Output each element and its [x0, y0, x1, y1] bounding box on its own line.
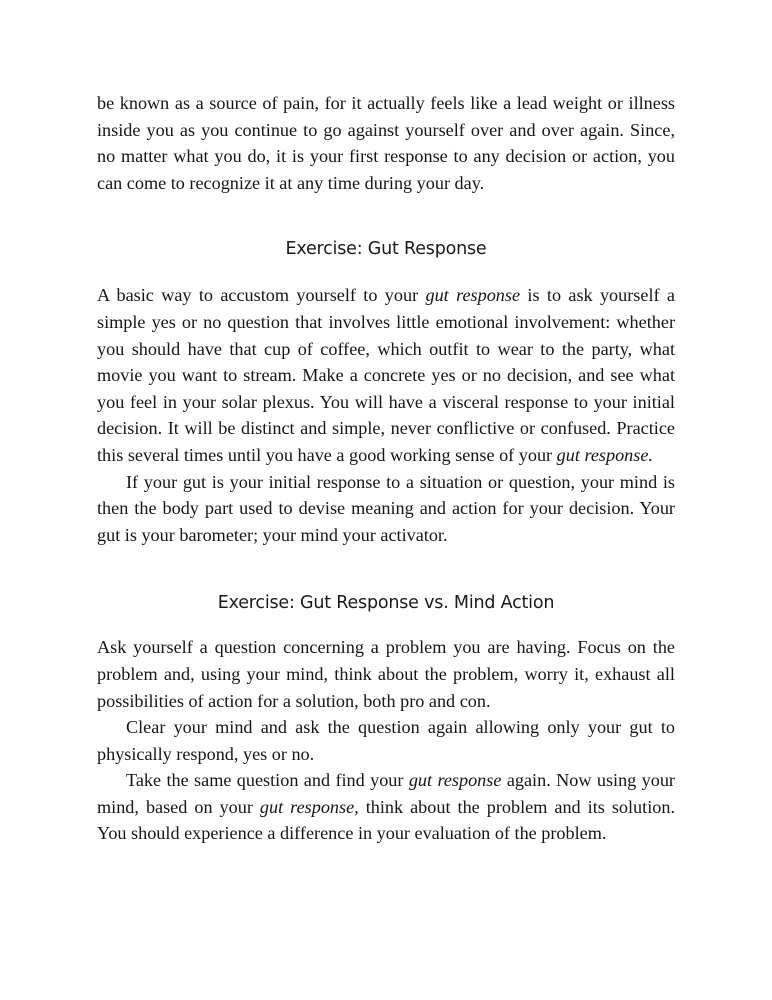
exercise2-paragraph-2: Clear your mind and ask the question again allowing only your gut to physically respond, yes or no.	[97, 717, 675, 764]
intro-paragraph: be known as a source of pain, for it actually feels like a lead weight or illness inside you as you continue to go against yourself over and over again. Since, no matter what you do, it is your first response to any decision or action, you can come to recognize it at any time during your day.	[97, 93, 675, 193]
exercise-heading-gut-vs-mind: Exercise: Gut Response vs. Mind Action	[217, 593, 555, 614]
exercise1-paragraph-2: If your gut is your initial response to a situation or question, your mind is then the body part used to devise meaning and action for your decision. Your gut is your barometer; your mind your activator.	[97, 471, 675, 545]
emphasis-gut-response: gut response	[408, 770, 502, 791]
exercise2-paragraph-3	[97, 767, 675, 847]
book-page	[97, 90, 675, 847]
text-run: A basic way to accustom yourself to your	[97, 285, 426, 306]
emphasis-gut-response: gut response	[425, 285, 521, 306]
text-run: think about the problem and its solution. You should experience a difference in your evaluation of the problem.	[97, 796, 675, 844]
text-run: Take the same question and find your	[126, 770, 409, 791]
exercise1-paragraph-1	[97, 282, 675, 468]
emphasis-gut-response: gut response,	[259, 796, 359, 817]
exercise2-paragraph-1: Ask yourself a question concerning a problem you are having. Focus on the problem and, using your mind, think about the problem, worry it, exhaust all possibilities of action for a solution, both pro and con.	[97, 637, 675, 711]
exercise-heading-gut-response: Exercise: Gut Response	[285, 239, 487, 260]
text-run: is to ask yourself a simple yes or no question that involves little emotional involvement: whether you should have that cup of coffee, which outfit to wear to the party, what movie you want to stream. Make a concrete yes or no decision, and see what you feel in your solar plexus. You will have a visceral response to your initial decision. It will be distinct and simple, never conflictive or confused. Practice this several times until you have a good working sense of your	[97, 285, 675, 465]
text-run: again. Now using your mind, based on your	[97, 770, 675, 817]
emphasis-gut-response: gut response.	[556, 444, 653, 465]
